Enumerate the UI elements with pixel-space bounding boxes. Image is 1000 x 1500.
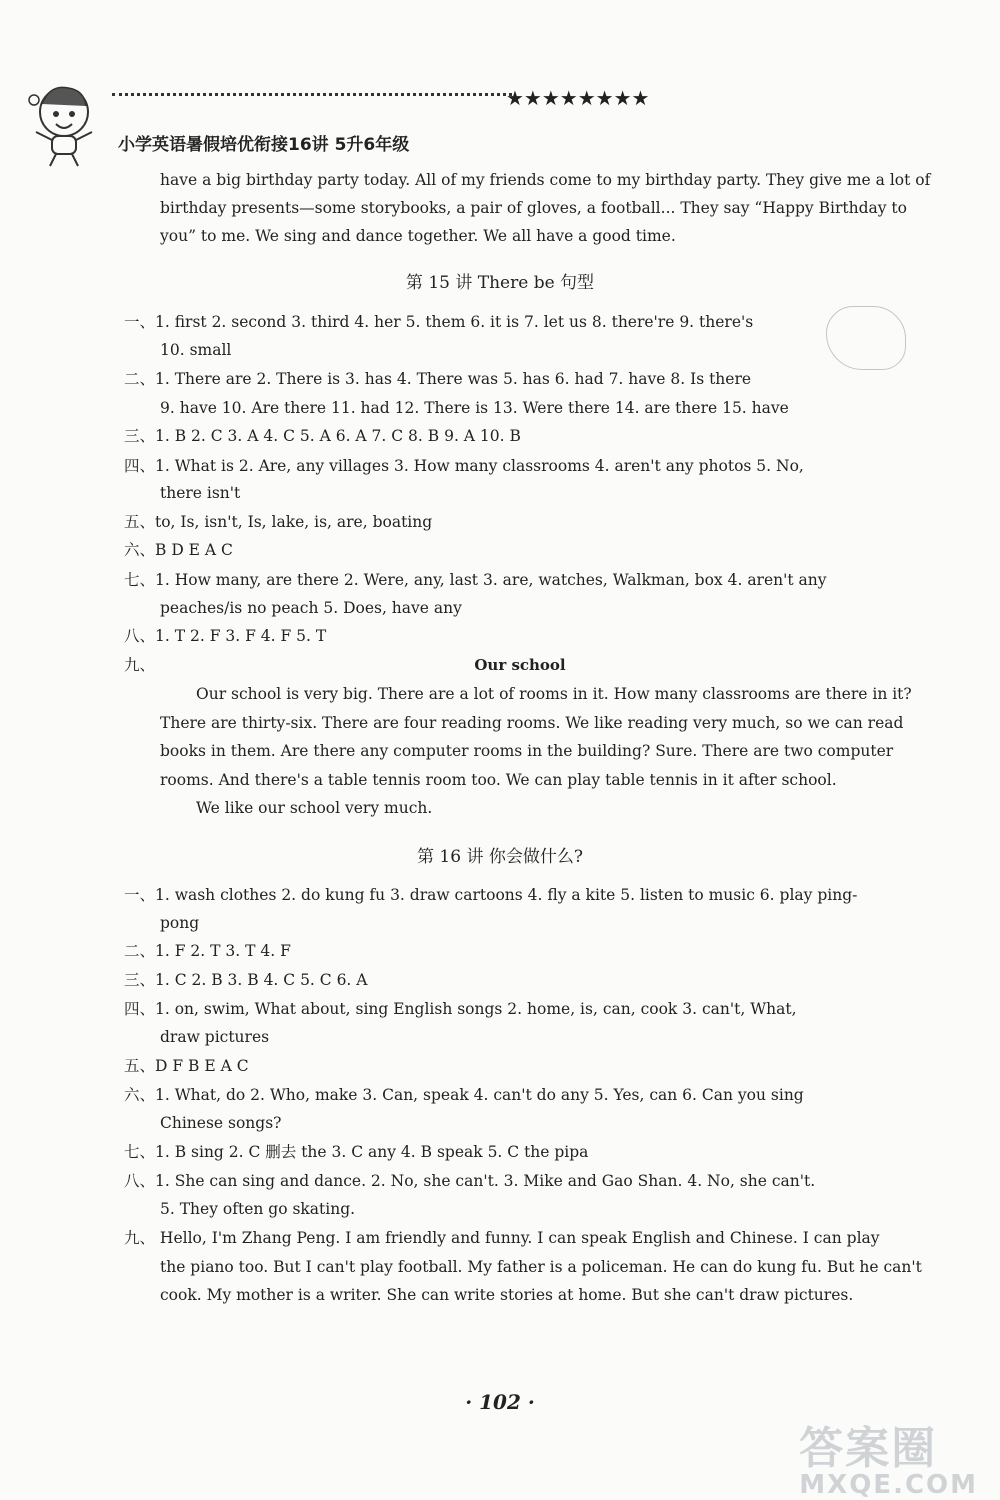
- answer-line: 六、1. What, do 2. Who, make 3. Can, speak 4. can't do any 5. Yes, can 6. Can you sing: [124, 1086, 804, 1104]
- watermark-logo: [799, 1412, 978, 1500]
- answer-line: peaches/is no peach 5. Does, have any: [160, 599, 462, 617]
- essay-line: Our school is very big. There are a lot of rooms in it. How many classrooms are there in it?: [196, 685, 912, 703]
- answer-line: 一、1. first 2. second 3. third 4. her 5. them 6. it is 7. let us 8. there're 9. there's: [124, 313, 754, 331]
- header-dotted-rule: [112, 93, 512, 96]
- answer-line: 四、1. on, swim, What about, sing English songs 2. home, is, can, cook 3. can't, What,: [124, 1000, 797, 1018]
- essay-line: rooms. And there's a table tennis room too. We can play table tennis in it after school.: [160, 771, 837, 789]
- cartoon-kid-mascot: [24, 78, 104, 170]
- answer-line: 三、1. B 2. C 3. A 4. C 5. A 6. A 7. C 8. B 9. A 10. B: [124, 427, 521, 445]
- answer-line: 八、1. T 2. F 3. F 4. F 5. T: [124, 627, 327, 645]
- corner-stamp: [826, 306, 906, 370]
- essay-title: Our school: [474, 656, 566, 674]
- answer-line: the piano too. But I can't play football. My father is a policeman. He can do kung fu. But he can't: [160, 1258, 922, 1276]
- answer-line: 5. They often go skating.: [160, 1200, 356, 1218]
- answer-line: 二、1. F 2. T 3. T 4. F: [124, 942, 291, 960]
- answer-line: 二、1. There are 2. There is 3. has 4. There was 5. has 6. had 7. have 8. Is there: [124, 370, 752, 388]
- answer-line: 四、1. What is 2. Are, any villages 3. How many classrooms 4. aren't any photos 5. No,: [124, 457, 804, 475]
- essay-line: There are thirty-six. There are four reading rooms. We like reading very much, so we can read: [160, 714, 904, 732]
- answer-line: 一、1. wash clothes 2. do kung fu 3. draw cartoons 4. fly a kite 5. listen to music 6. play ping-: [124, 886, 858, 904]
- intro-line: birthday presents—some storybooks, a pair of gloves, a football... They say “Happy Birthday to: [160, 199, 907, 217]
- answer-line: 10. small: [160, 341, 232, 359]
- intro-line: you” to me. We sing and dance together. We all have a good time.: [160, 227, 676, 245]
- essay-line: We like our school very much.: [196, 799, 433, 817]
- answer-line: Chinese songs?: [160, 1114, 282, 1132]
- answer-line: 三、1. C 2. B 3. B 4. C 5. C 6. A: [124, 971, 368, 989]
- watermark-main: 答案圈: [799, 1423, 938, 1474]
- answer-line: 七、1. How many, are there 2. Were, any, last 3. are, watches, Walkman, box 4. aren't any: [124, 571, 827, 589]
- answer-line: 五、to, Is, isn't, Is, lake, is, are, boating: [124, 513, 433, 531]
- header-stars: ★★★★★★★★: [506, 86, 650, 110]
- answer-line: draw pictures: [160, 1028, 270, 1046]
- essay-line: books in them. Are there any computer rooms in the building? Sure. There are two computer: [160, 742, 894, 760]
- lesson-16-title: 第 16 讲 你会做什么?: [417, 847, 583, 867]
- answer-line: 九、: [124, 656, 156, 674]
- answer-line: 八、1. She can sing and dance. 2. No, she can't. 3. Mike and Gao Shan. 4. No, she can't.: [124, 1172, 816, 1190]
- intro-line: have a big birthday party today. All of my friends come to my birthday party. They give me a lot of: [160, 171, 931, 189]
- book-title: 小学英语暑假培优衔接16讲 5升6年级: [118, 135, 410, 155]
- answer-line: 五、D F B E A C: [124, 1057, 249, 1075]
- answer-line: 九、 Hello, I'm Zhang Peng. I am friendly and funny. I can speak English and Chinese. I can play: [124, 1229, 880, 1247]
- lesson-15-title: 第 15 讲 There be 句型: [405, 273, 595, 293]
- answer-line: 六、B D E A C: [124, 541, 233, 559]
- answer-line: 七、1. B sing 2. C 删去 the 3. C any 4. B speak 5. C the pipa: [124, 1143, 589, 1161]
- answer-line: 9. have 10. Are there 11. had 12. There is 13. Were there 14. are there 15. have: [160, 399, 789, 417]
- answer-line: there isn't: [160, 484, 241, 502]
- watermark-url: MXQE.COM: [799, 1470, 978, 1500]
- page-number: · 102 ·: [465, 1390, 535, 1414]
- answer-line: pong: [160, 914, 200, 932]
- answer-line: cook. My mother is a writer. She can write stories at home. But she can't draw pictures.: [160, 1286, 854, 1304]
